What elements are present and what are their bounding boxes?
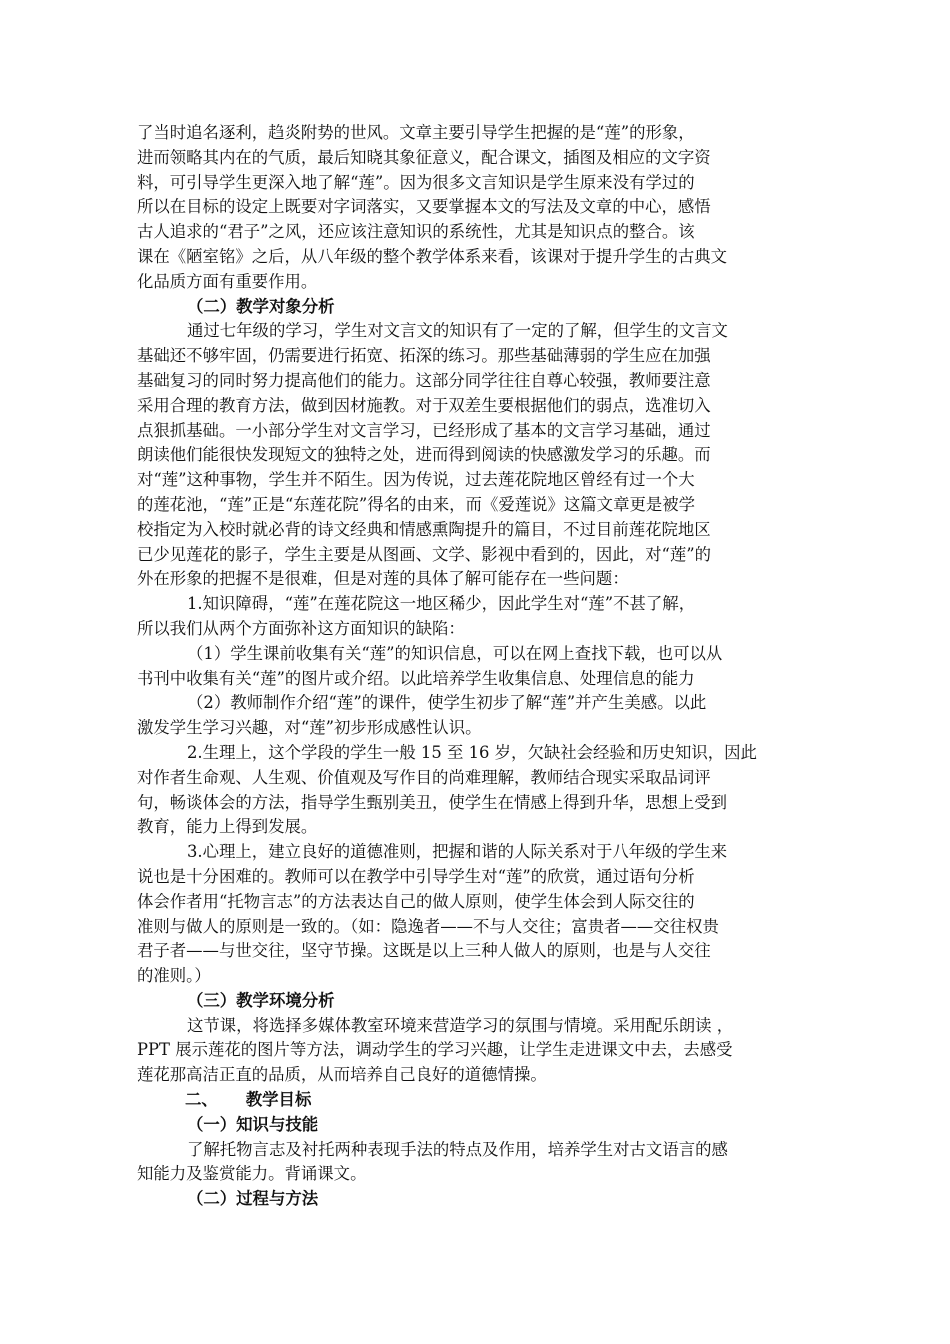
text-line: 知能力及鉴赏能力。背诵课文。 [137,1164,367,1184]
chapter-title: 教学目标 [245,1090,312,1110]
text-line: （1）学生课前收集有关“莲”的知识信息，可以在网上查找下载，也可以从 [187,643,723,663]
text-line: 所以在目标的设定上既要对字词落实，又要掌握本文的写法及文章的中心，感悟 [137,197,711,217]
text-line: 体会作者用“托物言志”的方法表达自己的做人原则，使学生体会到人际交往的 [137,891,695,911]
text-line: 句，畅谈体会的方法，指导学生甄别美丑，使学生在情感上得到升华，思想上受到 [137,792,728,812]
text-line: 基础还不够牢固，仍需要进行拓宽、拓深的练习。那些基础薄弱的学生应在加强 [137,346,711,366]
section-heading: （三）教学环境分析 [187,990,335,1010]
text-line: 1.知识障碍，“莲”在莲花院这一地区稀少，因此学生对“莲”不甚了解， [187,594,696,614]
text-line: 对作者生命观、人生观、价值观及写作目的尚难理解，教师结合现实采取品词评 [137,767,711,787]
text-line: 采用合理的教育方法，做到因材施教。对于双差生要根据他们的弱点，选准切入 [137,395,711,415]
text-line: 课在《陋室铭》之后，从八年级的整个教学体系来看，该课对于提升学生的古典文 [137,246,728,266]
text-line: 外在形象的把握不是很难，但是对莲的具体了解可能存在一些问题： [137,569,629,589]
text-line: 对“莲”这种事物，学生并不陌生。因为传说，过去莲花院地区曾经有过一个大 [137,470,695,490]
text-line: 这节课，将选择多媒体教室环境来营造学习的氛围与情境。采用配乐朗读 ， [187,1015,734,1035]
text-line: 2.生理上，这个学段的学生一般 15 至 16 岁，欠缺社会经验和历史知识，因此 [187,742,757,762]
chapter-number: 二、 [185,1090,218,1110]
text-line: （2）教师制作介绍“莲”的课件，使学生初步了解“莲”并产生美感。以此 [187,693,707,713]
text-line: 3.心理上，建立良好的道德准则，把握和谐的人际关系对于八年级的学生来 [187,842,728,862]
text-line: 激发学生学习兴趣，对“莲”初步形成感性认识。 [137,718,482,738]
text-line: 莲花那高洁正直的品质，从而培养自己良好的道德情操。 [137,1065,547,1085]
text-line: 通过七年级的学习，学生对文言文的知识有了一定的了解，但学生的文言文 [187,321,728,341]
text-line: 的准则。） [137,966,211,986]
text-line: 已少见莲花的影子，学生主要是从图画、文学、影视中看到的，因此，对“莲”的 [137,544,712,564]
text-line: 书刊中收集有关“莲”的图片或介绍。以此培养学生收集信息、处理信息的能力 [137,668,695,688]
section-heading: （二）过程与方法 [187,1189,319,1209]
text-line: 君子者——与世交往，坚守节操。这既是以上三种人做人的原则，也是与人交往 [137,941,711,961]
text-line: 基础复习的同时努力提高他们的能力。这部分同学往往自尊心较强，教师要注意 [137,370,711,390]
text-line: 点狠抓基础。一小部分学生对文言学习，已经形成了基本的文言学习基础，通过 [137,420,711,440]
section-heading: （一）知识与技能 [187,1114,319,1134]
text-line: 说也是十分困难的。教师可以在教学中引导学生对“莲”的欣赏，通过语句分析 [137,866,695,886]
document-page [137,121,813,1212]
text-line: 所以我们从两个方面弥补这方面知识的缺陷： [137,618,465,638]
text-line: 进而领略其内在的气质，最后知晓其象征意义，配合课文，插图及相应的文字资 [137,147,711,167]
text-line: 准则与做人的原则是一致的。（如：隐逸者——不与人交往；富贵者——交往权贵 [137,916,719,936]
text-line: 的莲花池，“莲”正是“东莲花院”得名的由来，而《爱莲说》这篇文章更是被学 [137,494,696,514]
text-line: 化品质方面有重要作用。 [137,271,318,291]
text-line: PPT 展示莲花的图片等方法，调动学生的学习兴趣，让学生走进课文中去，去感受 [137,1040,733,1060]
text-line: 了当时追名逐利，趋炎附势的世风。文章主要引导学生把握的是“莲”的形象， [137,123,695,142]
chapter-heading [137,1088,813,1113]
text-line: 教育，能力上得到发展。 [137,817,318,837]
text-line: 校指定为入校时就必背的诗文经典和情感熏陶提升的篇目，不过目前莲花院地区 [137,519,711,539]
text-line: 古人追求的“君子”之风，还应该注意知识的系统性，尤其是知识点的整合。该 [137,222,695,242]
text-line: 料，可引导学生更深入地了解“莲”。因为很多文言知识是学生原来没有学过的 [137,172,695,192]
text-line: 朗读他们能很快发现短文的独特之处，进而得到阅读的快感激发学习的乐趣。而 [137,445,711,465]
section-heading: （二）教学对象分析 [187,296,335,316]
text-line: 了解托物言志及衬托两种表现手法的特点及作用，培养学生对古文语言的感 [187,1139,728,1159]
